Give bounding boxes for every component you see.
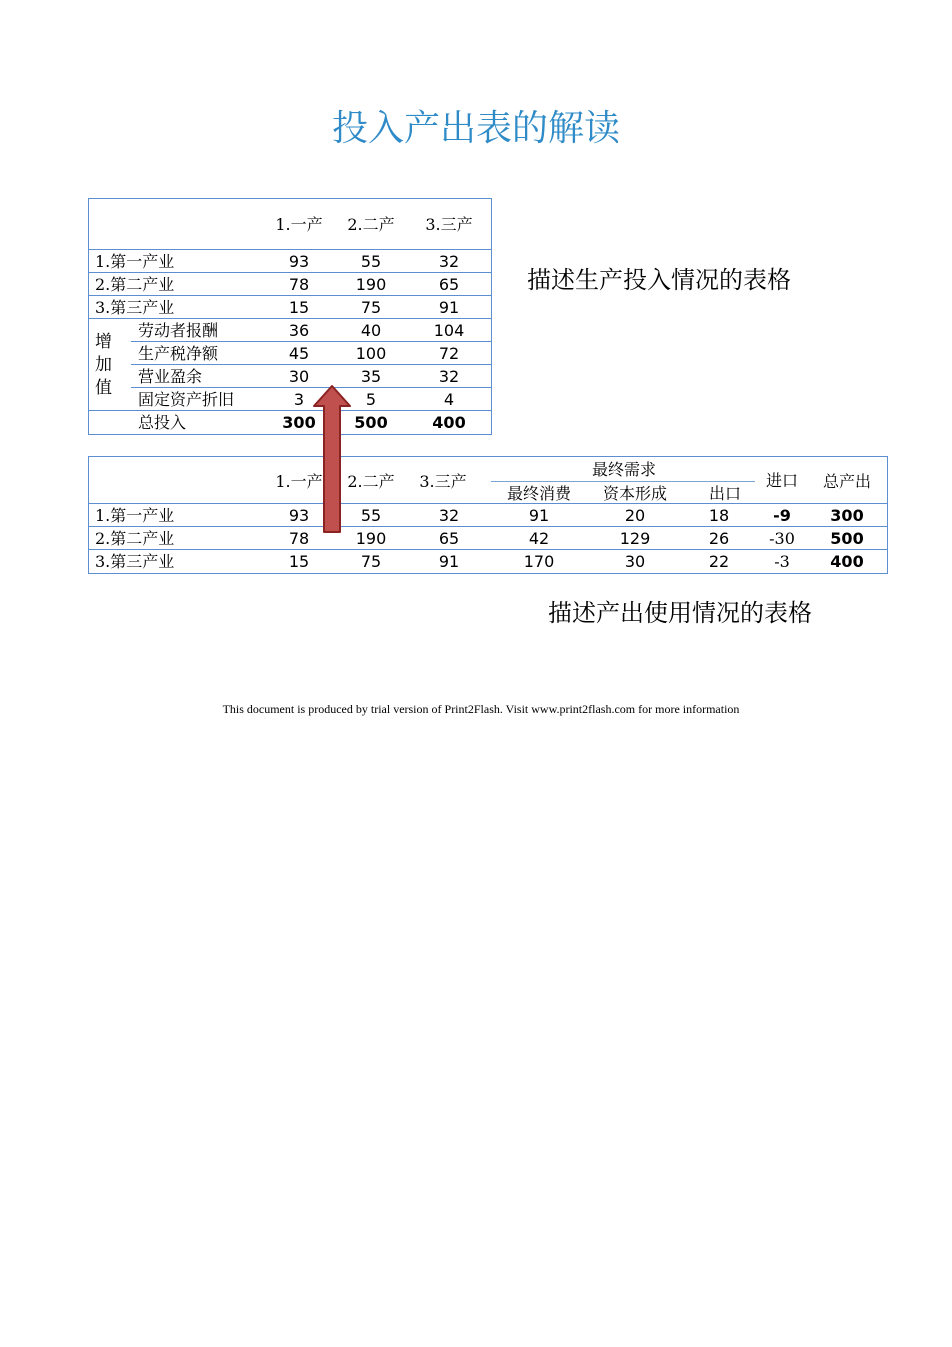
col-header-3: 3.三产: [425, 215, 473, 234]
cell: 65: [438, 529, 460, 548]
input-table-caption: 描述生产投入情况的表格: [527, 266, 791, 294]
av-row-label: 营业盈余: [138, 367, 203, 386]
cell: 15: [288, 298, 310, 317]
cell: 20: [624, 506, 646, 525]
cell: 22: [708, 552, 730, 571]
total-cell: 300: [830, 506, 864, 525]
trial-footer: This document is produced by trial version of Print2Flash. Visit www.print2flash.com for more information: [222, 702, 740, 716]
av-row-label: 劳动者报酬: [138, 321, 219, 340]
row-label-2: 2.第二产业: [95, 275, 175, 294]
cell: 32: [438, 506, 460, 525]
total-cell: 500: [354, 413, 388, 432]
total-output-header: 总产出: [822, 472, 871, 491]
cell: 36: [288, 321, 310, 340]
output-table: [88, 456, 888, 574]
cell: 5: [365, 390, 377, 409]
added-value-label: 增加值: [95, 332, 112, 398]
col-header-2: 2.二产: [347, 472, 395, 491]
cell: 30: [624, 552, 646, 571]
up-arrow-icon: [312, 384, 352, 534]
row-label-3: 3.第三产业: [95, 298, 175, 317]
cell: 104: [433, 321, 465, 340]
cell: 45: [288, 344, 310, 363]
cell: 78: [288, 529, 310, 548]
total-cell: 300: [282, 413, 316, 432]
row-label-2: 2.第二产业: [95, 529, 175, 548]
output-table-caption: 描述产出使用情况的表格: [548, 599, 812, 627]
cell: 91: [528, 506, 550, 525]
cell: 35: [360, 367, 382, 386]
total-cell: 400: [830, 552, 864, 571]
av-row-label: 固定资产折旧: [138, 390, 235, 409]
cell: 100: [355, 344, 387, 363]
cell: 170: [523, 552, 555, 571]
cell: 72: [438, 344, 460, 363]
total-cell: 400: [432, 413, 466, 432]
total-cell: 500: [830, 529, 864, 548]
col-header-1: 1.一产: [275, 215, 323, 234]
cell: 18: [708, 506, 730, 525]
col-header-2: 2.二产: [347, 215, 395, 234]
cell: 190: [355, 529, 387, 548]
cell: 40: [360, 321, 382, 340]
final-demand-header: 最终需求: [591, 460, 656, 479]
input-table: [88, 198, 492, 435]
cell: 55: [360, 252, 382, 271]
cell: 91: [438, 552, 460, 571]
cell: 3: [293, 390, 305, 409]
cell: 15: [288, 552, 310, 571]
cell: 30: [288, 367, 310, 386]
cell: -3: [774, 552, 790, 571]
cell: 65: [438, 275, 460, 294]
cell: -30: [769, 529, 795, 548]
col-header-1: 1.一产: [275, 472, 323, 491]
cell: 190: [355, 275, 387, 294]
cell: 4: [443, 390, 455, 409]
cell: -9: [773, 506, 791, 525]
cell: 75: [360, 552, 382, 571]
cell: 91: [438, 298, 460, 317]
row-label-3: 3.第三产业: [95, 552, 175, 571]
page-title: 投入产出表的解读: [331, 108, 620, 149]
fd-sub-consumption: 最终消费: [506, 484, 571, 503]
cell: 26: [708, 529, 730, 548]
cell: 55: [360, 506, 382, 525]
col-header-3: 3.三产: [419, 472, 467, 491]
cell: 42: [528, 529, 550, 548]
row-label-1: 1.第一产业: [95, 506, 175, 525]
cell: 32: [438, 367, 460, 386]
fd-sub-capital: 资本形成: [602, 484, 667, 503]
total-input-label: 总投入: [138, 413, 187, 432]
row-label-1: 1.第一产业: [95, 252, 175, 271]
av-row-label: 生产税净额: [138, 344, 219, 363]
cell: 75: [360, 298, 382, 317]
cell: 32: [438, 252, 460, 271]
fd-sub-export: 出口: [708, 484, 741, 503]
cell: 78: [288, 275, 310, 294]
cell: 93: [288, 252, 310, 271]
cell: 129: [619, 529, 651, 548]
cell: 93: [288, 506, 310, 525]
import-header: 进口: [765, 471, 798, 490]
